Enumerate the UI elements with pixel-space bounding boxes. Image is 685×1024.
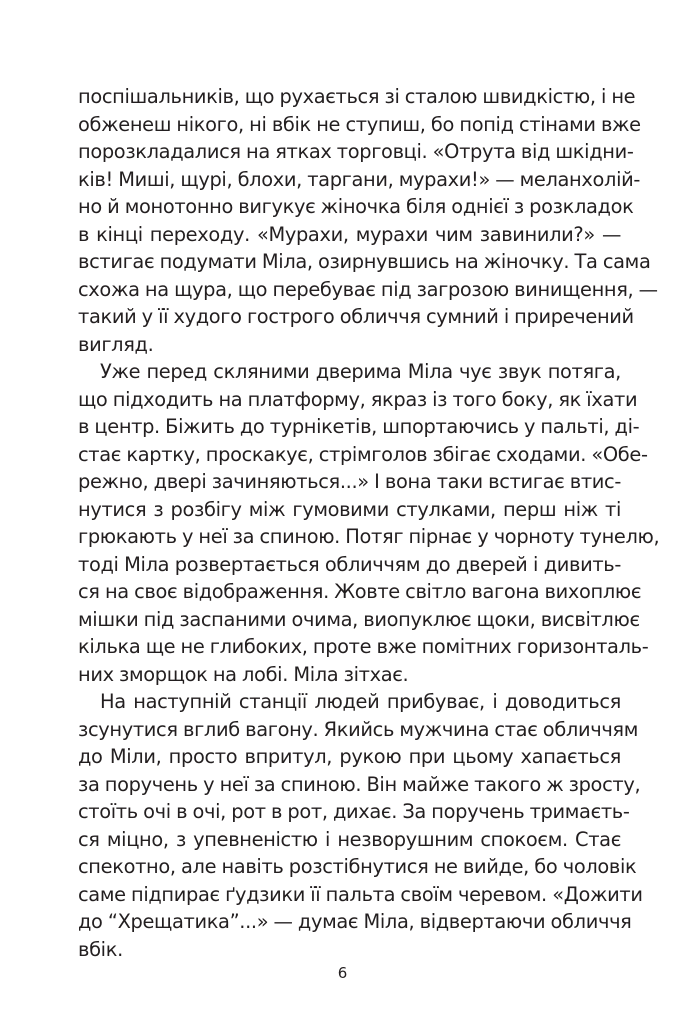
paragraph-3 <box>78 688 643 963</box>
text-line: стає картку, проскакує, стрімголов збігає сходами. «Обе- <box>78 442 648 466</box>
text-line: вбік. <box>78 937 123 961</box>
text-line: стоїть очі в очі, рот в рот, дихає. За поручень тримаєть- <box>78 800 630 823</box>
text-line: схожа на щура, що перебуває під загрозою винищення, — <box>78 277 658 301</box>
text-line: ся на своє відображення. Жовте світло вагона вихоплює <box>78 580 642 603</box>
page-body <box>78 83 660 963</box>
text-line: них зморщок на лобі. Міла зітхає. <box>78 662 409 686</box>
text-line: в центр. Біжить до турнікетів, шпортаючись у пальті, ді- <box>78 415 640 438</box>
text-line: кілька ще не глибоких, проте вже помітних горизонталь- <box>78 635 649 658</box>
text-line: вигляд. <box>78 332 154 356</box>
text-line: такий у її худого гострого обличчя сумний і приречений <box>78 305 634 328</box>
text-line: Уже перед скляними дверима Міла чує звук потяга, <box>100 360 621 383</box>
text-line: в кінці переходу. «Мурахи, мурахи чим завинили?» — <box>78 222 621 246</box>
text-line: грюкають у неї за спиною. Потяг пірнає у чорноту тунелю, <box>78 525 660 548</box>
text-line: мішки під заспаними очима, виопуклює щоки, висвітлює <box>78 607 640 631</box>
text-line: зсунутися вглиб вагону. Якийсь мужчина стає обличчям <box>78 717 639 741</box>
page-number: 6 <box>337 964 348 982</box>
paragraph-2 <box>78 358 660 688</box>
text-line: обженеш нікого, ні вбік не ступиш, бо попід стінами вже <box>78 112 641 136</box>
text-line: встигає подумати Міла, озирнувшись на жіночку. Та сама <box>78 250 651 273</box>
text-line: ся міцно, з упевненістю і незворушним спокоєм. Стає <box>78 827 621 851</box>
text-line: за поручень у неї за спиною. Він майже такого ж зросту, <box>78 772 641 796</box>
paragraph-1 <box>78 83 658 358</box>
text-line: тоді Міла розвертається обличчям до дверей і дивить- <box>78 552 621 576</box>
text-line: поспішальників, що рухається зі сталою швидкістю, і не <box>78 85 636 108</box>
text-line: саме підпирає ґудзики її пальта своїм черевом. «Дожити <box>78 882 643 906</box>
text-line: но й монотонно вигукує жіночка біля однієї з розкладок <box>78 195 634 218</box>
text-line: ків! Миші, щурі, блохи, таргани, мурахи!» — меланхолій- <box>78 167 641 191</box>
text-line: На наступній станції людей прибуває, і доводиться <box>100 690 621 713</box>
text-line: що підходить на платформу, якраз із того боку, як їхати <box>78 387 638 411</box>
text-line: до “Хрещатика”...» — думає Міла, відвертаючи обличчя <box>78 910 632 933</box>
text-line: порозкладалися на ятках торговці. «Отрута від шкідни- <box>78 140 634 163</box>
text-line: нутися з розбігу між гумовими стулками, перш ніж ті <box>78 497 621 521</box>
text-line: режно, двері зачиняються...» І вона таки встигає втис- <box>78 470 621 493</box>
text-line: до Міли, просто впритул, рукою при цьому хапається <box>78 745 621 768</box>
text-line: спекотно, але навіть розстібнутися не вийде, бо чоловік <box>78 855 637 878</box>
